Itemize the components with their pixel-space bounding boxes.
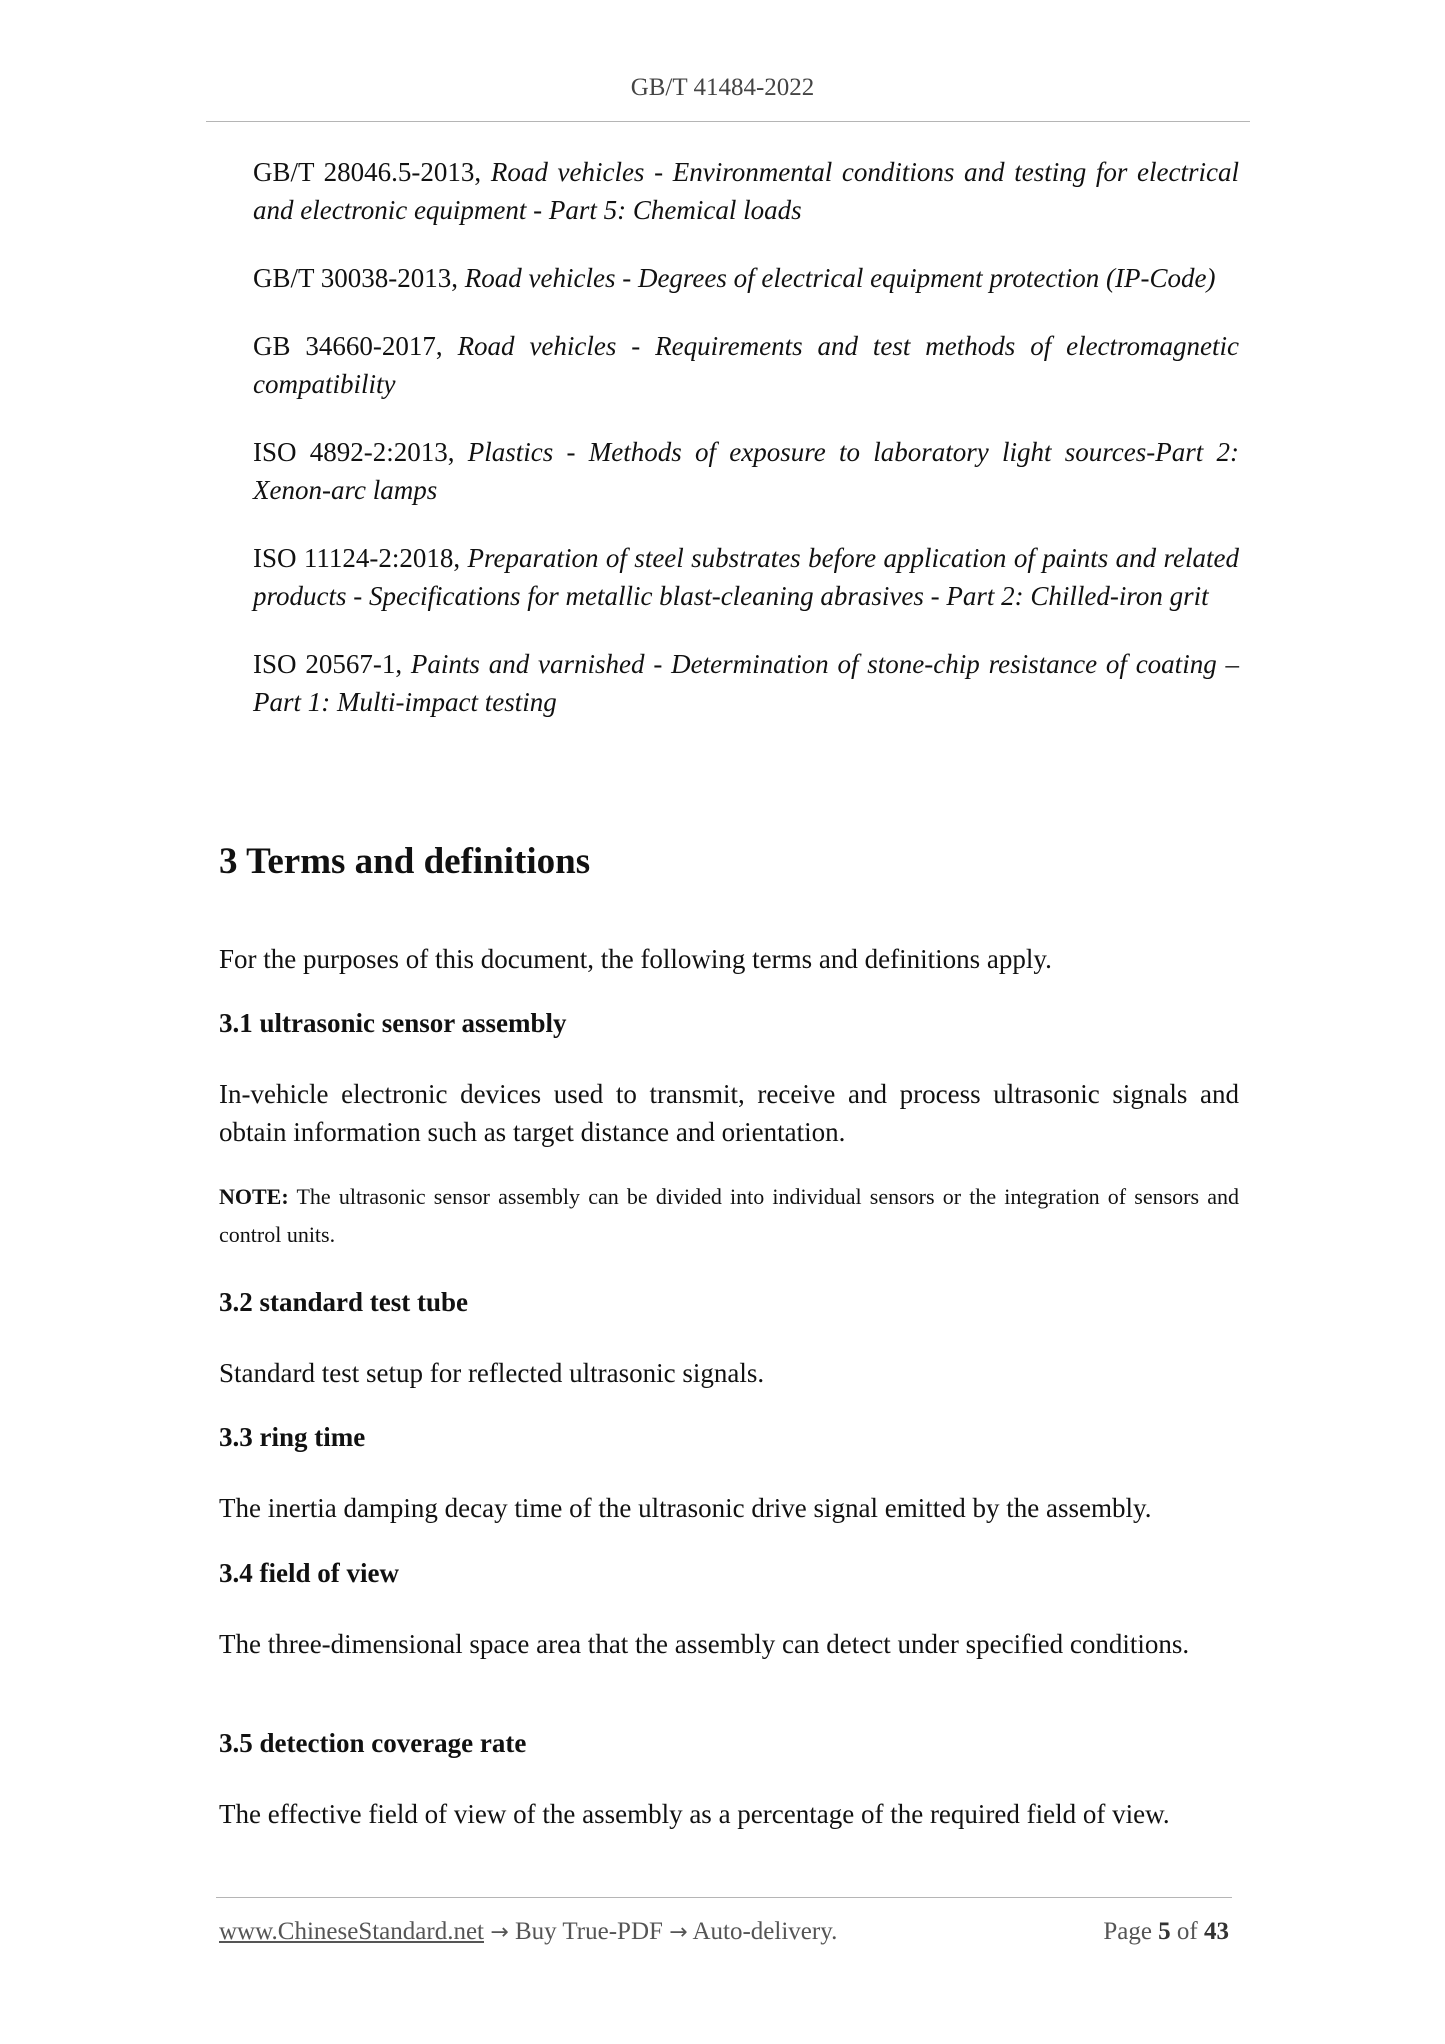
reference-entry xyxy=(253,327,1239,403)
term-heading: 3.1 ultrasonic sensor assembly xyxy=(219,1008,567,1038)
term-heading: 3.5 detection coverage rate xyxy=(219,1728,527,1758)
page-footer xyxy=(219,1918,1229,1946)
reference-code: GB 34660-2017, xyxy=(253,331,443,361)
reference-entry xyxy=(253,645,1239,721)
reference-entry xyxy=(253,433,1239,509)
reference-code: GB/T 30038-2013, xyxy=(253,263,459,293)
running-header: GB/T 41484-2022 xyxy=(630,74,815,101)
footer-delivery-text: Auto-delivery. xyxy=(687,1918,838,1945)
section-intro: For the purposes of this document, the following terms and definitions apply. xyxy=(219,944,1052,974)
arrow-right-icon: → xyxy=(490,1920,509,1945)
header-divider xyxy=(206,121,1250,122)
term-note xyxy=(219,1178,1239,1254)
footer-divider xyxy=(216,1897,1232,1898)
reference-entry xyxy=(253,259,1239,297)
page-total: 43 xyxy=(1204,1918,1229,1945)
page-word: Page xyxy=(1103,1918,1152,1945)
section-heading: 3 Terms and definitions xyxy=(219,841,591,882)
reference-entry xyxy=(253,539,1239,615)
term-heading: 3.4 field of view xyxy=(219,1558,399,1588)
term-heading: 3.3 ring time xyxy=(219,1422,366,1452)
reference-code: ISO 4892-2:2013, xyxy=(253,437,455,467)
term-definition: Standard test setup for reflected ultrasonic signals. xyxy=(219,1358,765,1388)
page-number xyxy=(1103,1918,1229,1946)
page-of: of xyxy=(1176,1918,1198,1945)
term-definition: The inertia damping decay time of the ultrasonic drive signal emitted by the assembly. xyxy=(219,1493,1152,1523)
footer-buy-text: Buy True-PDF xyxy=(508,1918,670,1945)
reference-title: Preparation of steel substrates before application of paints and related products - Specifications for metallic blast-cleaning abrasives - Part 2: Chilled-iron grit xyxy=(253,543,1239,611)
reference-code: ISO 20567-1, xyxy=(253,649,403,679)
reference-title: Paints and varnished - Determination of stone-chip resistance of coating – Part 1: Multi-impact testing xyxy=(253,649,1240,717)
reference-entry xyxy=(253,153,1239,229)
reference-title: Road vehicles - Requirements and test methods of electromagnetic compatibility xyxy=(253,331,1240,399)
reference-title: Plastics - Methods of exposure to laboratory light sources-Part 2: Xenon-arc lamps xyxy=(253,437,1240,505)
term-definition: The three-dimensional space area that the assembly can detect under specified conditions. xyxy=(219,1629,1190,1659)
arrow-right-icon: → xyxy=(669,1920,688,1945)
page-current: 5 xyxy=(1158,1918,1171,1945)
note-label: NOTE: xyxy=(219,1184,289,1209)
reference-title: Road vehicles - Environmental conditions and testing for electrical and electronic equipment - Part 5: Chemical loads xyxy=(253,157,1239,225)
term-definition: In-vehicle electronic devices used to transmit, receive and process ultrasonic signals and obtain information such as target distance and orientation. xyxy=(219,1079,1239,1147)
normative-references-list xyxy=(253,153,1239,751)
reference-code: GB/T 28046.5-2013, xyxy=(253,157,482,187)
term-heading: 3.2 standard test tube xyxy=(219,1287,469,1317)
reference-title: Road vehicles - Degrees of electrical equipment protection (IP-Code) xyxy=(464,263,1216,293)
term-definition: The effective field of view of the assembly as a percentage of the required field of view. xyxy=(219,1799,1170,1829)
note-text: The ultrasonic sensor assembly can be divided into individual sensors or the integration of sensors and control units. xyxy=(219,1184,1239,1247)
reference-code: ISO 11124-2:2018, xyxy=(253,543,461,573)
footer-site-link[interactable]: www.ChineseStandard.net xyxy=(219,1918,484,1945)
